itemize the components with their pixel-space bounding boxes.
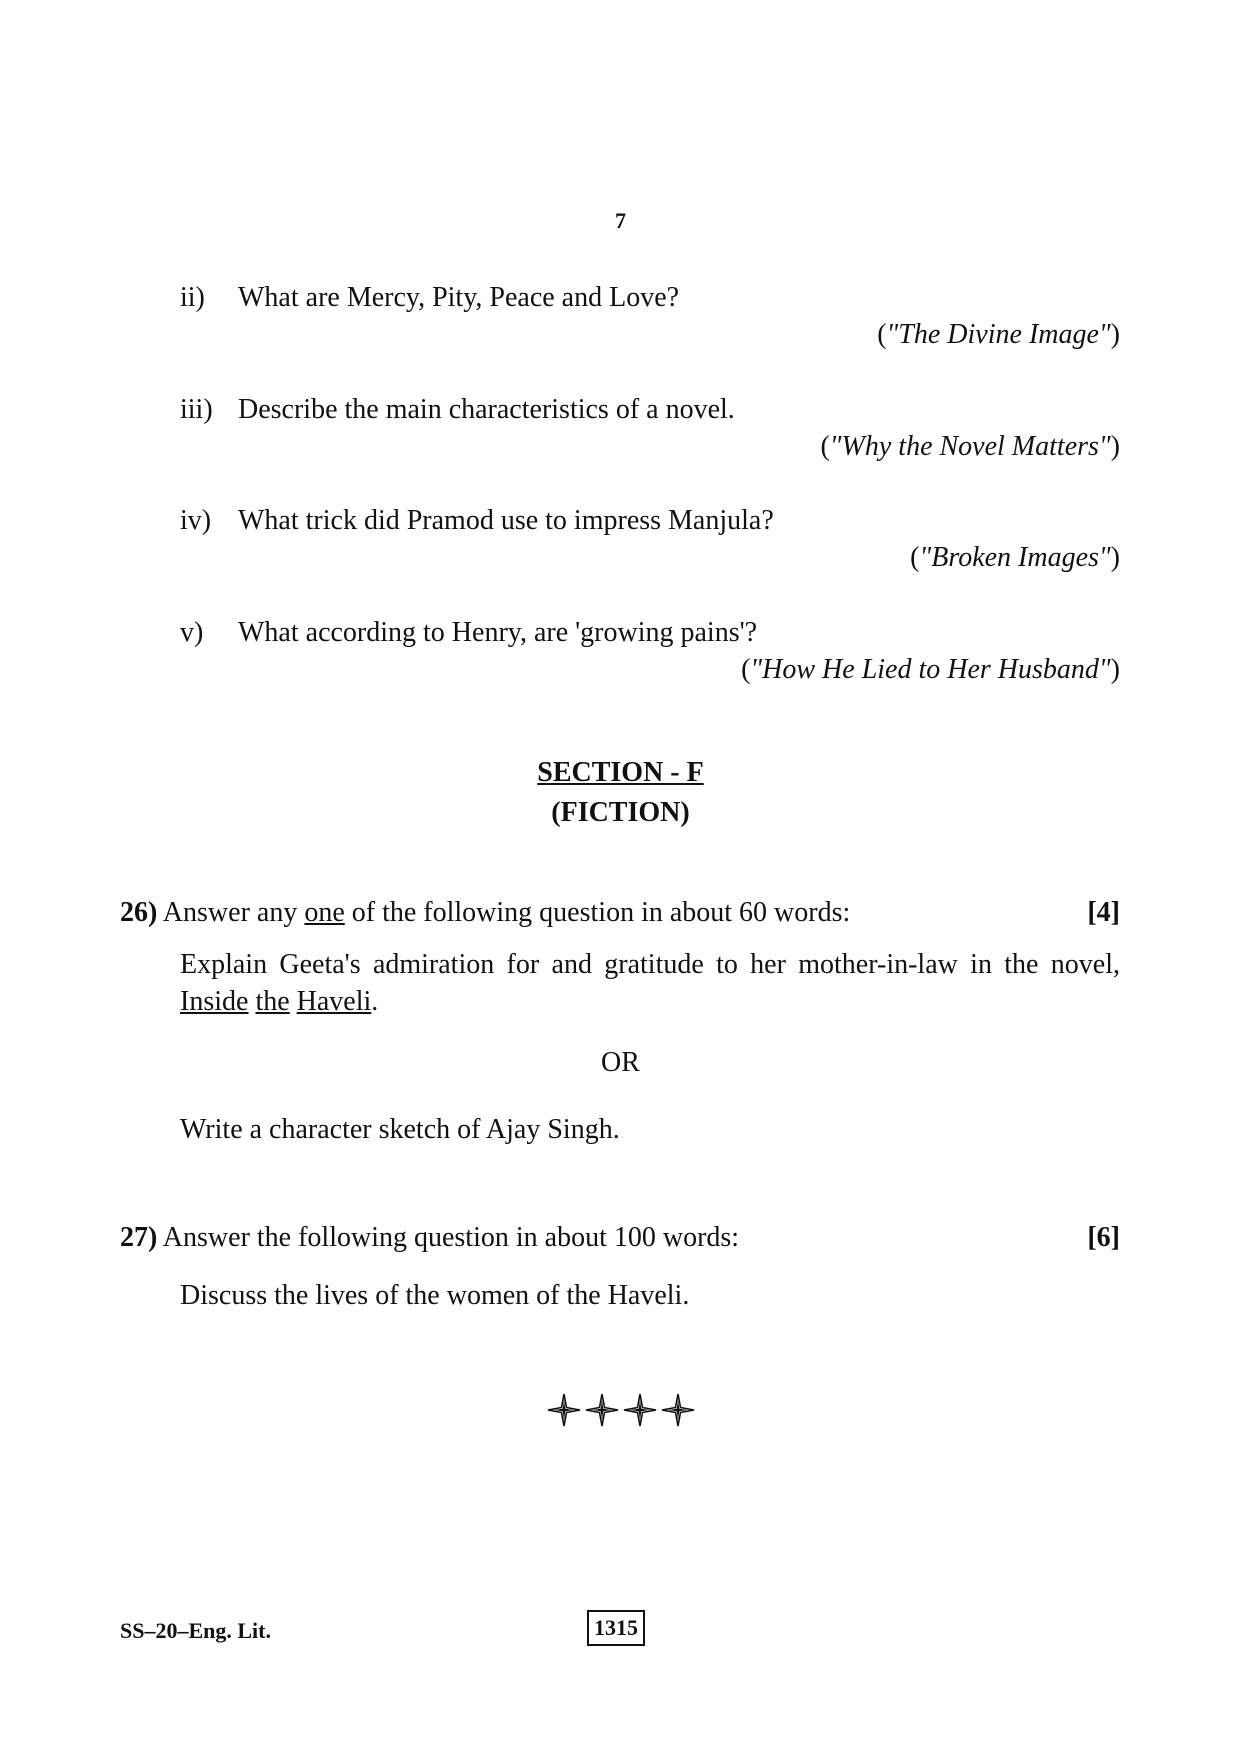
question-26-prompt: 26) Answer any one of the following question in about 60 words: [4] [120, 897, 1120, 928]
section-subtitle: (FICTION) [551, 797, 690, 828]
four-pointed-star-icon [584, 1392, 620, 1428]
novel-title: Inside [180, 986, 249, 1017]
question-source: ("Broken Images") [910, 542, 1120, 573]
question-text: What are Mercy, Pity, Peace and Love? [238, 282, 680, 313]
four-pointed-star-icon [546, 1392, 582, 1428]
question-number: iv) [180, 505, 212, 536]
question-number: v) [180, 617, 204, 648]
section-title: SECTION - F [537, 757, 704, 788]
marks: [4] [1087, 897, 1120, 928]
question-text: What according to Henry, are 'growing pains'? [238, 617, 758, 648]
question-text: Describe the main characteristics of a novel. [238, 394, 735, 425]
four-pointed-star-icon [622, 1392, 658, 1428]
source-title: "The Divine Image" [886, 319, 1111, 350]
question-source: ("How He Lied to Her Husband") [741, 654, 1120, 685]
source-title: "Broken Images" [919, 542, 1111, 573]
question-text: What trick did Pramod use to impress Manjula? [238, 505, 774, 536]
four-pointed-star-icon [660, 1392, 696, 1428]
question-source: ("The Divine Image") [877, 319, 1120, 350]
source-title: "Why the Novel Matters" [829, 431, 1111, 462]
end-marker [0, 1392, 1241, 1428]
source-title: "How He Lied to Her Husband" [750, 654, 1111, 685]
question-27-text: Discuss the lives of the women of the Haveli. [180, 1280, 690, 1311]
or-separator: OR [601, 1047, 640, 1078]
question-27-prompt: 27) Answer the following question in about 100 words: [6] [120, 1222, 1120, 1253]
question-number: iii) [180, 394, 213, 425]
question-26-option-2: Write a character sketch of Ajay Singh. [180, 1114, 620, 1145]
question-source: ("Why the Novel Matters") [820, 431, 1120, 462]
question-26-option-1: Explain Geeta's admiration for and gratitude to her mother-in-law in the novel, Inside the Haveli. [180, 949, 1120, 1017]
question-number: ii) [180, 282, 205, 313]
question-number: 26) [120, 897, 158, 928]
paper-code: SS–20–Eng. Lit. [120, 1618, 271, 1643]
marks: [6] [1087, 1222, 1120, 1253]
booklet-code-box: 1315 [587, 1610, 645, 1646]
page-number: 7 [615, 208, 626, 233]
question-number: 27) [120, 1222, 158, 1253]
